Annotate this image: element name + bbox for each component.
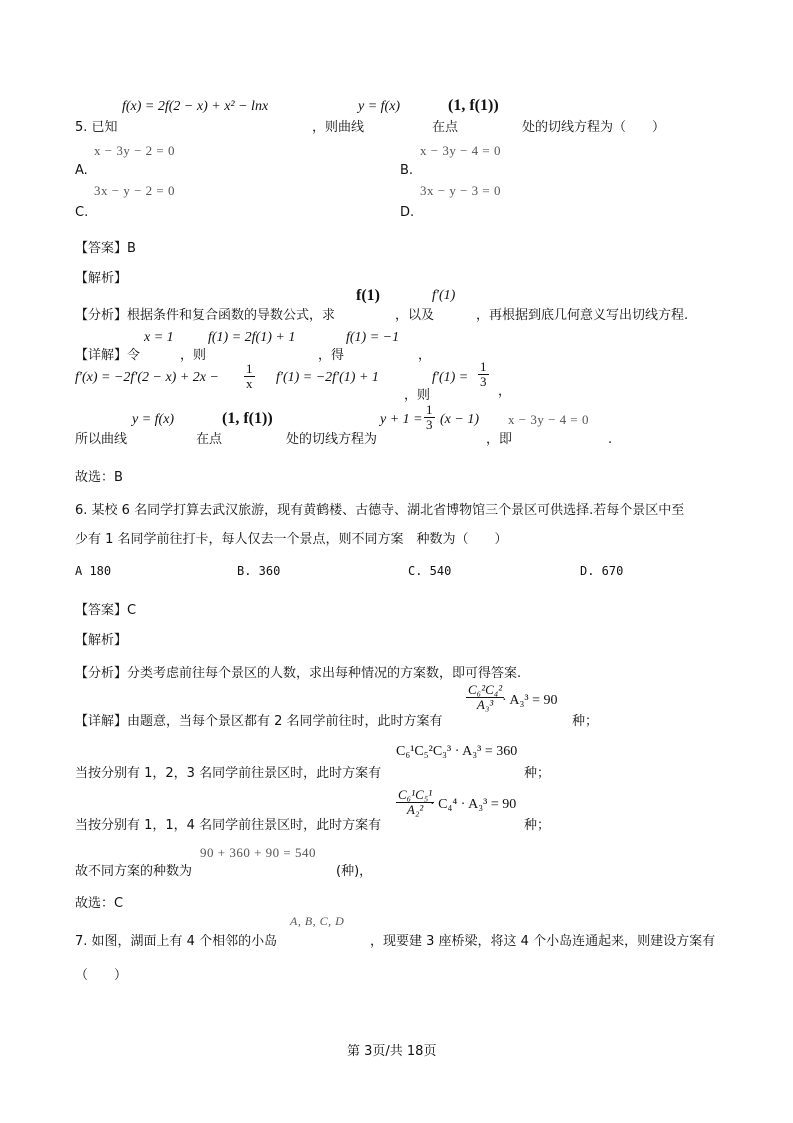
q5-deriv-left: f′(x) = −2f′(2 − x) + 2x − <box>75 370 219 385</box>
q6-d1-end: 种； <box>572 714 599 729</box>
q6-d2-math: C₆¹C₅²C₃³ · A₃³ = 360 <box>396 744 518 759</box>
q5-conc-frac-den: 3 <box>426 417 433 432</box>
q5-stem-num: 5. 已知 <box>75 120 118 135</box>
q6-d1-frac <box>466 683 504 712</box>
q5-detail-d: ， <box>418 348 432 363</box>
q7-stem-a: 7. 如图，湖面上有 4 个相邻的小岛 <box>75 934 278 949</box>
q5-formula-point: (1, f(1)) <box>448 97 499 114</box>
q6-opt-d: D. 670 <box>580 564 624 578</box>
q6-d2-end: 种； <box>524 766 551 781</box>
q5-deriv-frac <box>244 362 255 391</box>
q5-conc-c: 处的切线方程为 <box>286 432 378 447</box>
q5-conc-d: ，即 <box>486 432 513 447</box>
q5-opt-b-label: B. <box>400 163 414 178</box>
q6-d3-text: 当按分别有 1，1，4 名同学前往景区时，此时方案有 <box>75 818 382 833</box>
q6-d3-tail: · C₄⁴ · A₃³ = 90 <box>430 797 517 812</box>
q6-sum-text: 故不同方案的种数为 <box>75 864 193 879</box>
q6-stem-line1: 6. 某校 6 名同学打算去武汉旅游，现有黄鹤楼、古德寺、湖北省博物馆三个景区可供选择.若每个景区中至 <box>75 503 685 518</box>
q5-detail-math1: x = 1 <box>144 330 174 345</box>
q6-opt-b: B. 360 <box>237 564 281 578</box>
q7-stem-b: ，现要建 3 座桥梁，将这 4 个小岛连通起来，则建设方案有 <box>370 934 716 949</box>
q6-opt-a: A 180 <box>75 564 112 578</box>
q5-conc-frac <box>424 403 435 432</box>
page-footer: 第 3页/共 18页 <box>347 1044 437 1059</box>
q5-opt-d-label: D. <box>400 205 415 220</box>
q5-deriv-mid: f′(1) = −2f′(1) + 1 <box>276 370 379 385</box>
q5-detail-b: ，则 <box>180 348 207 363</box>
q6-d3-num: C₆¹C₅¹ <box>398 787 433 802</box>
q6-choose: 故选：C <box>75 896 124 911</box>
q5-analysis-head: 【解析】 <box>75 271 128 286</box>
q5-opt-a-math: x − 3y − 2 = 0 <box>94 143 175 158</box>
q5-opt-c-label: C. <box>75 205 89 220</box>
q5-conc-e: . <box>608 432 613 447</box>
q6-sum-math: 90 + 360 + 90 = 540 <box>200 845 316 860</box>
q5-deriv-res-num: 1 <box>480 359 487 374</box>
q6-d2-text: 当按分别有 1，2，3 名同学前往景区时，此时方案有 <box>75 766 382 781</box>
q5-conc-frac-num: 1 <box>426 402 433 417</box>
q6-d1-den: A₃³ <box>476 697 494 712</box>
q6-fenxi: 【分析】分类考虑前往每个景区的人数，求出每种情况的方案数，即可得答案. <box>75 666 522 681</box>
q5-formula-f: f(x) = 2f(2 − x) + x² − lnx <box>122 99 269 114</box>
q5-opt-c-math: 3x − y − 2 = 0 <box>94 183 175 198</box>
q5-fenxi-math1: f(1) <box>356 287 380 304</box>
q6-d3-end: 种； <box>524 818 551 833</box>
q5-conc-a: 所以曲线 <box>75 432 128 447</box>
q5-deriv-res: f′(1) = <box>432 370 469 385</box>
q5-answer: 【答案】B <box>75 241 136 256</box>
q5-opt-d-math: 3x − y − 3 = 0 <box>420 183 501 198</box>
q6-opt-c: C. 540 <box>408 564 452 578</box>
q6-analysis-head: 【解析】 <box>75 633 128 648</box>
q5-conc-math1: y = f(x) <box>132 412 175 427</box>
q6-stem-line2: 少有 1 名同学前往打卡，每人仅去一个景点，则不同方案 种数为（ ） <box>75 532 508 547</box>
q5-conc-math3-left: y + 1 = <box>380 412 423 427</box>
q5-deriv-frac-num: 1 <box>246 361 253 376</box>
q5-deriv-frac-den: x <box>246 376 253 391</box>
q5-stem-mid2: 在点 <box>432 120 459 135</box>
q5-fenxi-a: 【分析】根据条件和复合函数的导数公式，求 <box>75 308 336 323</box>
q5-formula-curve: y = f(x) <box>358 99 401 114</box>
q5-deriv-res-frac <box>478 360 489 389</box>
q7-islands: A, B, C, D <box>290 914 345 928</box>
q5-conc-math3-right: (x − 1) <box>440 412 479 427</box>
q5-stem-mid1: ，则曲线 <box>312 120 365 135</box>
q5-deriv-comma: ， <box>498 384 512 399</box>
q5-fenxi-c: ，再根据到底几何意义写出切线方程. <box>476 308 689 323</box>
q5-conc-b: 在点 <box>196 432 223 447</box>
q7-stem-line2: （ ） <box>75 968 128 983</box>
q5-opt-b-math: x − 3y − 4 = 0 <box>420 143 501 158</box>
q5-detail-math3: f(1) = −1 <box>346 330 400 345</box>
q5-stem-end: 处的切线方程为（ ） <box>522 120 666 135</box>
q6-d1-num: C₆²C₄² <box>468 682 503 697</box>
q5-conc-math2: (1, f(1)) <box>222 410 273 427</box>
q5-deriv-then: ，则 <box>404 388 431 403</box>
q5-detail-c: ，得 <box>318 348 345 363</box>
q6-d1-tail: · A₃³ = 90 <box>502 693 558 708</box>
q5-conc-math4: x − 3y − 4 = 0 <box>508 412 589 427</box>
q6-d3-frac <box>396 788 434 817</box>
q6-sum-end: (种)， <box>336 864 373 879</box>
q5-detail-a: 【详解】令 <box>75 348 141 363</box>
q5-fenxi-b: ，以及 <box>395 308 435 323</box>
q6-d1-text: 【详解】由题意，当每个景区都有 2 名同学前往时，此时方案有 <box>75 714 443 729</box>
q5-opt-a-label: A. <box>75 163 88 178</box>
q5-choose: 故选：B <box>75 470 123 485</box>
q5-deriv-res-den: 3 <box>480 374 487 389</box>
q6-answer: 【答案】C <box>75 603 137 618</box>
q5-fenxi-math2: f′(1) <box>432 288 456 303</box>
q6-d3-den: A₂² <box>406 802 424 817</box>
q5-detail-math2: f(1) = 2f(1) + 1 <box>208 330 296 345</box>
